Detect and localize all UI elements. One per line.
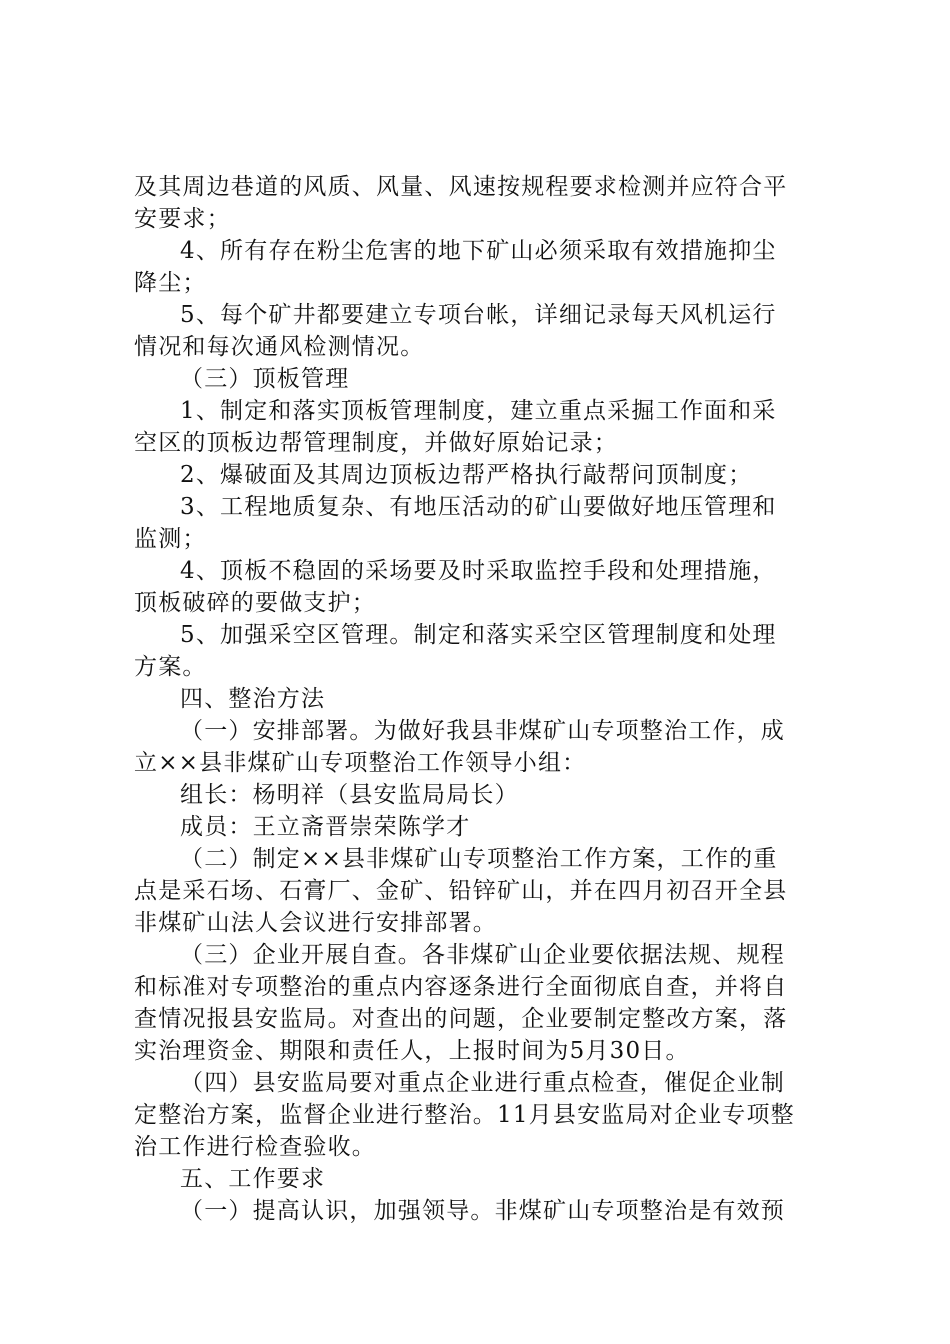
text-line: （四）县安监局要对重点企业进行重点检查，催促企业制	[180, 1070, 785, 1096]
text-line: 治工作进行检查验收。	[134, 1134, 376, 1160]
text-line: 及其周边巷道的风质、风量、风速按规程要求检测并应符合平	[134, 174, 788, 200]
text-line: 非煤矿山法人会议进行安排部署。	[134, 910, 497, 936]
text-line: （三）顶板管理	[180, 366, 350, 392]
text-line: （二）制定××县非煤矿山专项整治工作方案，工作的重	[180, 846, 778, 872]
text-line: 3、工程地质复杂、有地压活动的矿山要做好地压管理和	[180, 494, 777, 520]
text-line: 2、爆破面及其周边顶板边帮严格执行敲帮问顶制度；	[180, 462, 753, 488]
text-line: 情况和每次通风检测情况。	[134, 334, 425, 360]
text-line: 监测；	[134, 526, 207, 552]
text-line: 空区的顶板边帮管理制度，并做好原始记录；	[134, 430, 618, 456]
text-line: 查情况报县安监局。对查出的问题，企业要制定整改方案，落	[134, 1006, 788, 1032]
text-line: 五、工作要求	[180, 1166, 326, 1192]
text-line: 顶板破碎的要做支护；	[134, 590, 376, 616]
text-line: 5、每个矿井都要建立专项台帐，详细记录每天风机运行	[180, 302, 777, 328]
text-line: （一）提高认识，加强领导。非煤矿山专项整治是有效预	[180, 1198, 785, 1224]
text-line: 实治理资金、期限和责任人，上报时间为5月30日。	[134, 1038, 690, 1064]
text-line: 5、加强采空区管理。制定和落实采空区管理制度和处理	[180, 622, 777, 648]
text-line: 4、顶板不稳固的采场要及时采取监控手段和处理措施，	[180, 558, 777, 584]
text-line: 安要求；	[134, 206, 231, 232]
text-line: 组长：杨明祥（县安监局局长）	[180, 782, 519, 808]
text-line: 4、所有存在粉尘危害的地下矿山必须采取有效措施抑尘	[180, 238, 777, 264]
text-line: 点是采石场、石膏厂、金矿、铅锌矿山，并在四月初召开全县	[134, 878, 788, 904]
text-line: 和标准对专项整治的重点内容逐条进行全面彻底自查，并将自	[134, 974, 788, 1000]
text-line: （三）企业开展自查。各非煤矿山企业要依据法规、规程	[180, 942, 785, 968]
text-line: 定整治方案，监督企业进行整治。11月县安监局对企业专项整	[134, 1102, 795, 1128]
text-line: 成员：王立斋晋崇荣陈学才	[180, 814, 471, 840]
text-line: 方案。	[134, 654, 207, 680]
text-line: 四、整治方法	[180, 686, 326, 712]
text-line: 立××县非煤矿山专项整治工作领导小组：	[134, 750, 587, 776]
text-line: 降尘；	[134, 270, 207, 296]
text-line: 1、制定和落实顶板管理制度，建立重点采掘工作面和采	[180, 398, 777, 424]
text-line: （一）安排部署。为做好我县非煤矿山专项整治工作，成	[180, 718, 785, 744]
document-body	[134, 171, 824, 1227]
